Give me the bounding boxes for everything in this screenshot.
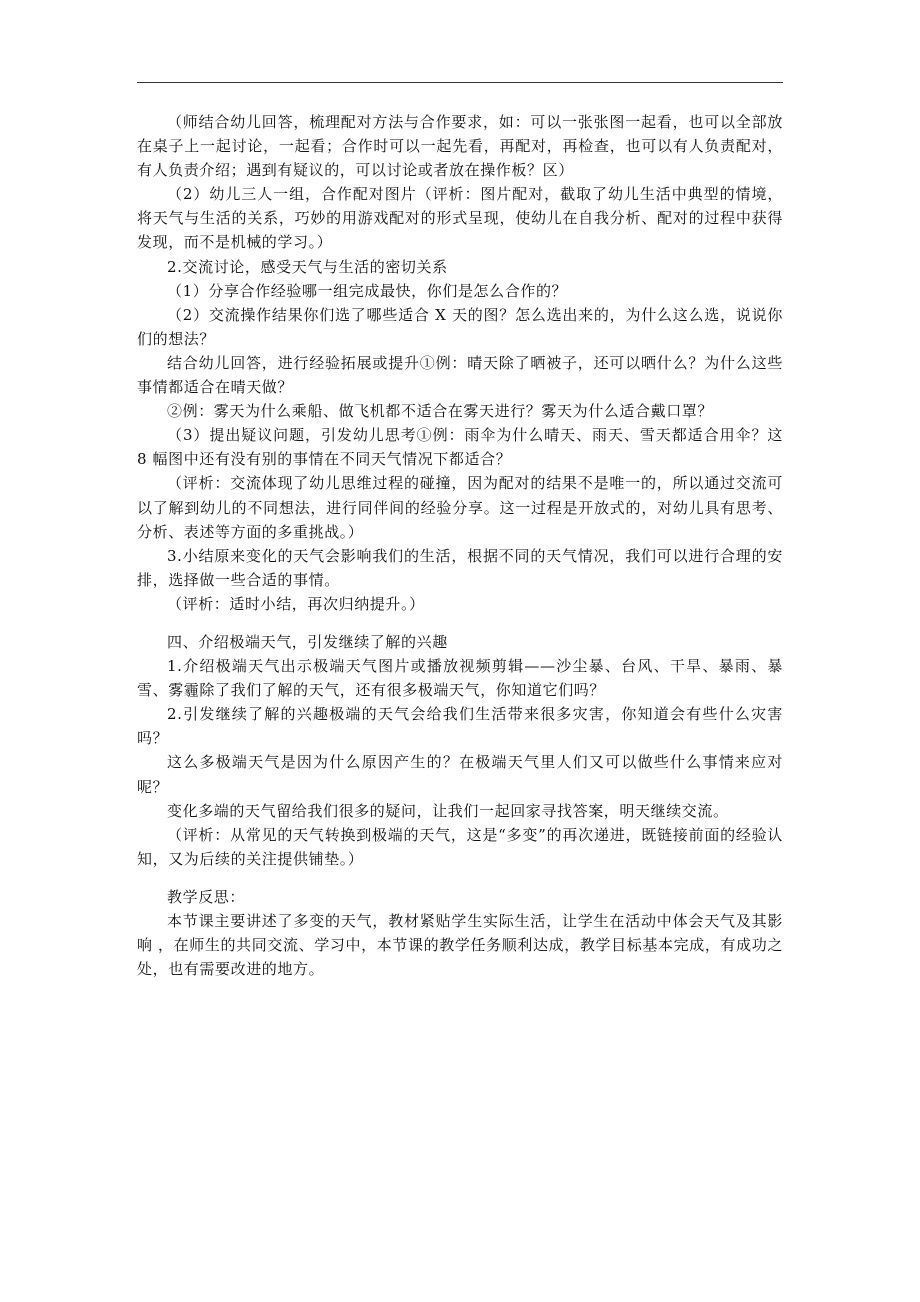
paragraph: ②例：雾天为什么乘船、做飞机都不适合在雾天进行？雾天为什么适合戴口罩？ <box>167 402 714 421</box>
paragraph: （评析：交流体现了幼儿思维过程的碰撞，因为配对的结果不是唯一的，所以通过交流可以了解到幼儿的不同想法，进行同伴间的经验分享。这一过程是开放式的，对幼儿具有思考、分析、表述等方面的多重挑战。） <box>137 474 783 541</box>
section-heading: 四、介绍极端天气，引发继续了解的兴趣 <box>167 632 448 651</box>
paragraph: 2.引发继续了解的兴趣极端的天气会给我们生活带来很多灾害，你知道会有些什么灾害吗？ <box>137 705 783 748</box>
paragraph: （2）幼儿三人一组，合作配对图片（评析：图片配对，截取了幼儿生活中典型的情境，将天气与生活的关系，巧妙的用游戏配对的形式呈现，使幼儿在自我分析、配对的过程中获得发现，而不是机械的学习。） <box>137 185 783 252</box>
paragraph: 3.小结原来变化的天气会影响我们的生活，根据不同的天气情况，我们可以进行合理的安排，选择做一些合适的事情。 <box>137 546 783 589</box>
paragraph: （评析：适时小结，再次归纳提升。） <box>167 594 425 613</box>
paragraph: 这么多极端天气是因为什么原因产生的？在极端天气里人们又可以做些什么事情来应对呢？ <box>137 753 783 796</box>
paragraph: 1.介绍极端天气出示极端天气图片或播放视频剪辑——沙尘暴、台风、干旱、暴雨、暴雪、雾霾除了我们了解的天气，还有很多极端天气，你知道它们吗？ <box>137 657 783 700</box>
document-body <box>137 110 783 981</box>
paragraph: 结合幼儿回答，进行经验拓展或提升①例：晴天除了晒被子，还可以晒什么？为什么这些事情都适合在晴天做？ <box>137 353 783 397</box>
spacer <box>137 871 783 885</box>
spacer <box>137 616 783 630</box>
paragraph: （师结合幼儿回答，梳理配对方法与合作要求，如：可以一张张图一起看，也可以全部放在桌子上一起讨论，一起看；合作时可以一起先看，再配对，再检查，也可以有人负责配对，有人负责介绍；遇到有疑议的，可以讨论或者放在操作板？区） <box>137 113 783 180</box>
paragraph: （评析：从常见的天气转换到极端的天气，这是“多变”的再次递进，既链接前面的经验认知，又为后续的关注提供铺垫。） <box>137 825 783 868</box>
paragraph: （1）分享合作经验哪一组完成最快，你们是怎么合作的？ <box>167 281 568 300</box>
header-rule <box>137 82 783 83</box>
paragraph: 本节课主要讲述了多变的天气，教材紧贴学生实际生活，让学生在活动中体会天气及其影响 ，在师生的共同交流、学习中，本节课的教学任务顺利达成，教学目标基本完成，有成功之处，也有需要改进的地方。 <box>137 912 783 979</box>
paragraph: （3）提出疑议问题，引发幼儿思考①例：雨伞为什么晴天、雨天、雪天都适合用伞？这 8 幅图中还有没有别的事情在不同天气情况下都适合？ <box>137 426 783 469</box>
section-heading: 2.交流讨论，感受天气与生活的密切关系 <box>167 257 448 276</box>
paragraph: 变化多端的天气留给我们很多的疑问，让我们一起回家寻找答案，明天继续交流。 <box>167 801 729 820</box>
section-heading: 教学反思： <box>167 887 246 906</box>
paragraph: （2）交流操作结果你们选了哪些适合 X 天的图？怎么选出来的，为什么这么选，说说你们的想法？ <box>137 305 783 348</box>
